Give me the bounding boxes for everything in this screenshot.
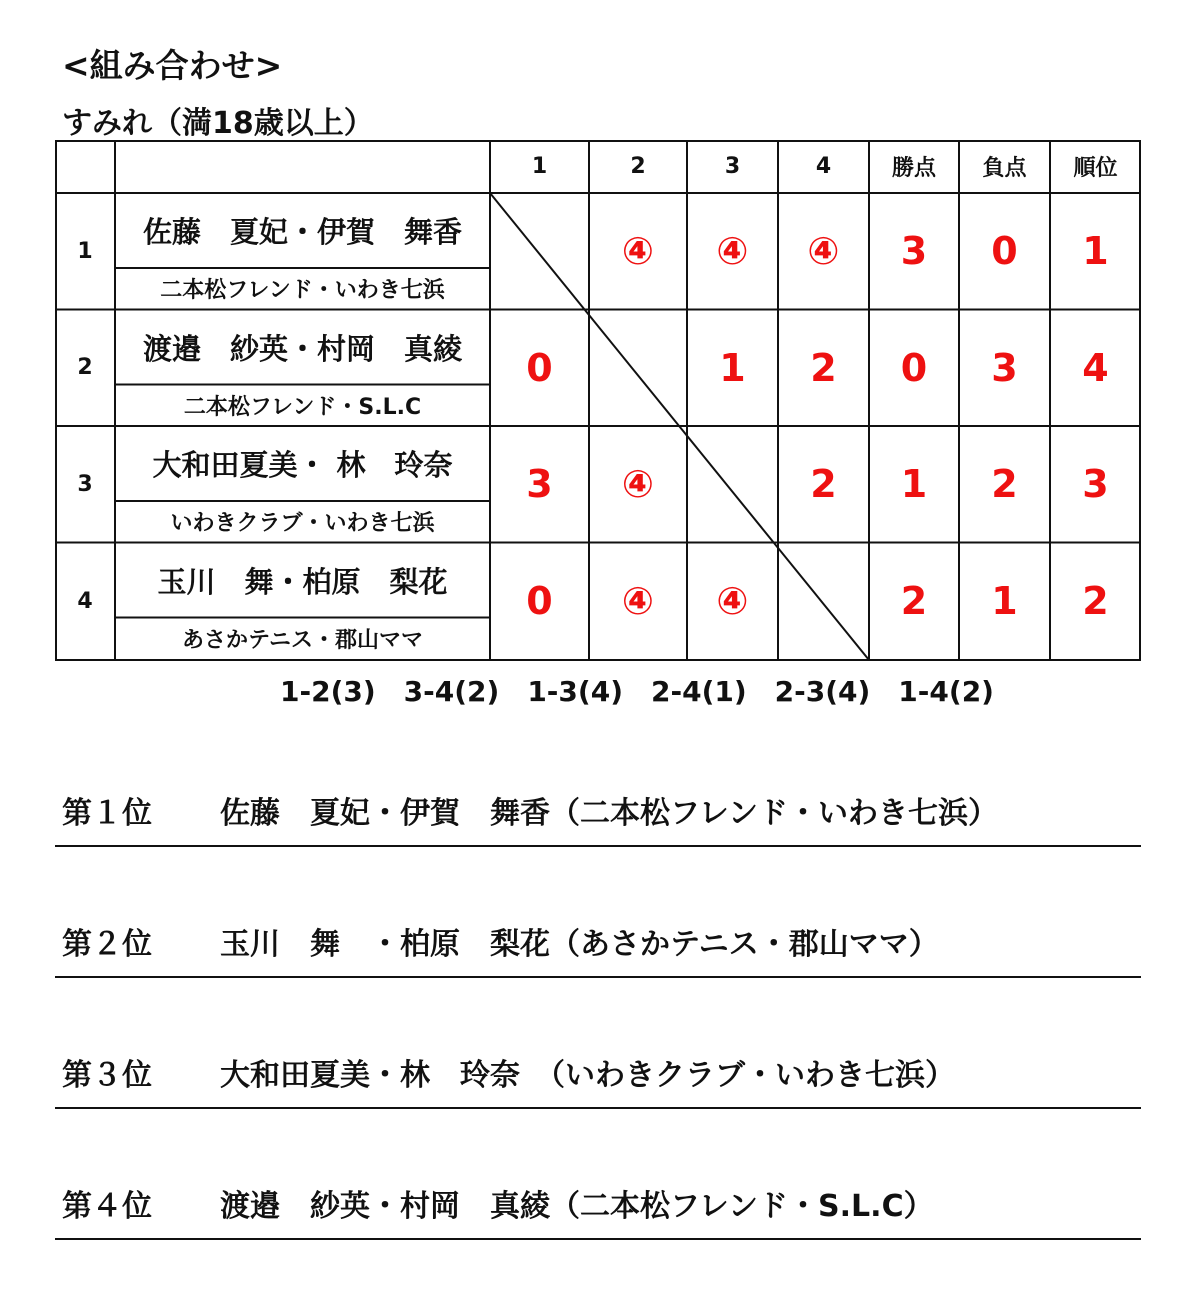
header-loss-points: 負点	[982, 156, 1027, 181]
divider	[55, 845, 1141, 847]
pair-names: 渡邉 紗英・村岡 真綾	[142, 331, 462, 366]
pair-clubs: いわきクラブ・いわき七浜	[170, 511, 435, 536]
match-result: 2	[810, 345, 837, 390]
pair-names: 佐藤 夏妃・伊賀 舞香	[142, 215, 462, 249]
ranking-position: 第３位	[62, 1058, 152, 1093]
win-points: 3	[900, 229, 928, 273]
loss-points: 3	[991, 345, 1018, 390]
seed-number: 1	[77, 238, 93, 264]
match-result: 0	[526, 345, 553, 390]
divider	[55, 1107, 1141, 1109]
win-points: 1	[900, 462, 928, 506]
pair-clubs: 二本松フレンド・S.L.C	[183, 394, 422, 420]
header-col-1: 1	[531, 154, 548, 179]
pair-clubs: あさかテニス・郡山ママ	[181, 628, 424, 653]
divider	[55, 1238, 1141, 1240]
ranking-line	[62, 1181, 1140, 1227]
loss-points: 0	[991, 229, 1018, 273]
match-result: ④	[621, 229, 655, 273]
ranking-position: 第２位	[62, 927, 152, 962]
match-result: 1	[719, 345, 746, 390]
match-result: 2	[810, 462, 837, 506]
match-result: ④	[807, 229, 840, 273]
ranking-pair: 渡邉 紗英・村岡 真綾（二本松フレンド・S.L.C）	[220, 1189, 934, 1224]
match-result: 0	[526, 579, 553, 623]
round-robin-table	[55, 140, 1141, 661]
ranking-line	[62, 788, 1140, 834]
divider	[55, 976, 1141, 978]
seed-number: 2	[77, 355, 93, 380]
page-title: <組み合わせ>	[62, 46, 283, 85]
ranking-pair: 佐藤 夏妃・伊賀 舞香（二本松フレンド・いわき七浜）	[220, 796, 999, 831]
ranking-pair: 大和田夏美・林 玲奈 （いわきクラブ・いわき七浜）	[220, 1058, 955, 1093]
pair-names: 大和田夏美・ 林 玲奈	[152, 448, 453, 482]
ranking-position: 第４位	[62, 1189, 152, 1224]
match-result: 3	[526, 462, 553, 506]
final-rank: 3	[1082, 462, 1109, 506]
header-col-4: 4	[815, 154, 832, 179]
ranking-pair: 玉川 舞 ・柏原 梨花（あさかテニス・郡山ママ）	[220, 927, 939, 962]
final-rank: 2	[1082, 579, 1109, 623]
win-points: 2	[900, 579, 928, 623]
match-result: ④	[716, 579, 749, 623]
match-result: ④	[621, 579, 655, 623]
seed-number: 4	[77, 588, 93, 614]
match-order: 1-2(3) 3-4(2) 1-3(4) 2-4(1) 2-3(4) 1-4(2)	[280, 675, 994, 708]
header-win-points: 勝点	[891, 156, 936, 181]
ranking-line	[62, 919, 1140, 965]
match-result: ④	[716, 229, 749, 273]
seed-number: 3	[77, 471, 93, 497]
pair-clubs: 二本松フレンド・いわき七浜	[160, 278, 445, 303]
loss-points: 2	[991, 462, 1018, 506]
loss-points: 1	[991, 579, 1018, 623]
win-points: 0	[900, 345, 928, 390]
header-col-3: 3	[724, 154, 741, 179]
ranking-line	[62, 1050, 1140, 1096]
final-rank: 4	[1082, 345, 1109, 390]
header-col-2: 2	[630, 154, 646, 179]
final-rank: 1	[1082, 229, 1109, 273]
pair-names: 玉川 舞・柏原 梨花	[157, 564, 448, 599]
match-result: ④	[621, 462, 655, 506]
header-rank: 順位	[1073, 156, 1118, 181]
division-title: すみれ（満18歳以上）	[62, 106, 374, 141]
ranking-position: 第１位	[62, 796, 152, 831]
